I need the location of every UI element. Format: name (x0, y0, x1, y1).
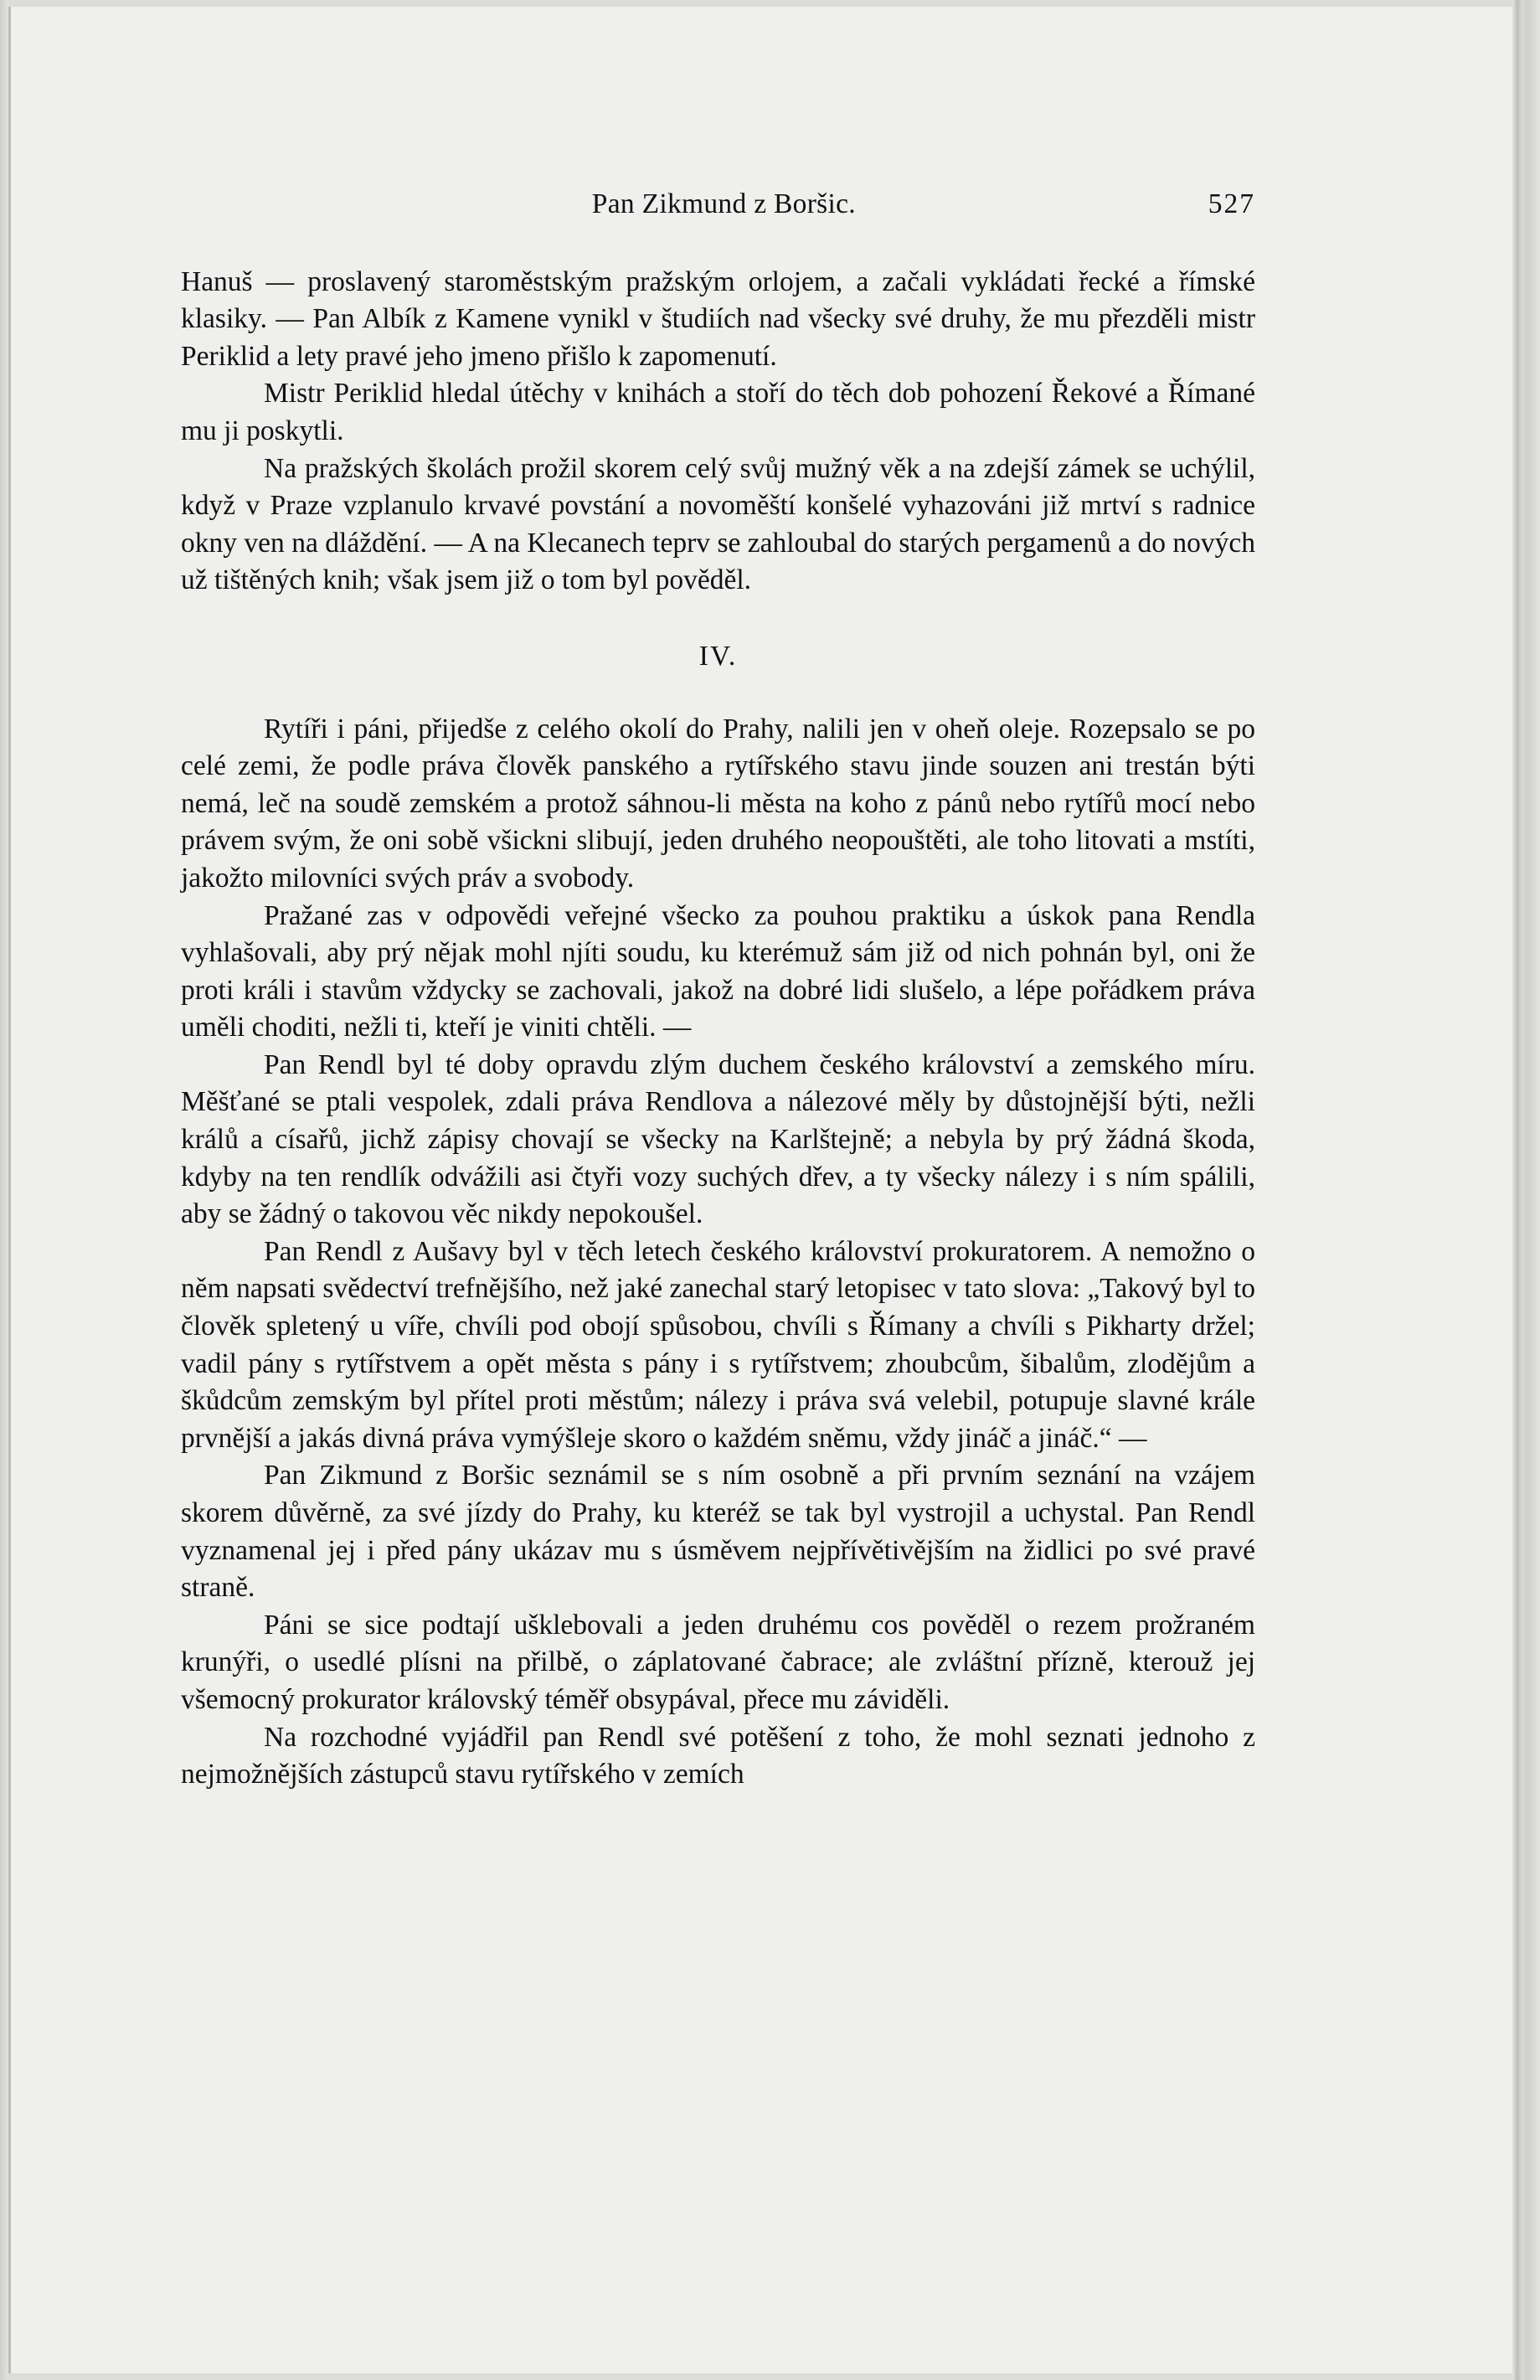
paragraph: Na rozchodné vyjádřil pan Rendl své potěšení z toho, že mohl seznati jednoho z nejmožnějších zástupců stavu rytířského v zemích (181, 1721, 1255, 1790)
book-spine (0, 0, 8, 2380)
paragraph: Na pražských školách prožil skorem celý svůj mužný věk a na zdejší zámek se uchýlil, když v Praze vzplanulo krvavé povstání a novoměští konšelé vyhazováni již mrtví s radnice okny ven na dláždění. — A na Klecanech teprv se zahloubal do starých pergamenů a do nových už tištěných knih; však jsem již o tom byl pověděl. (181, 452, 1255, 596)
paragraph: Pan Rendl byl té doby opravdu zlým duchem českého království a zemského míru. Měšťané se ptali vespolek, zdali práva Rendlova a nálezové měly by důstojnější býti, nežli králů a císařů, jichž zápisy chovají se všecky na Karlštejně; a nebyla by prý žádná škoda, kdyby na ten rendlík odvážili asi čtyři vozy suchých dřev, a ty všecky nálezy i s ním spálili, aby se žádný o takovou věc nikdy nepokoušel. (181, 1048, 1255, 1230)
running-header (181, 186, 1255, 224)
paragraph: Pan Zikmund z Boršic seznámil se s ním osobně a při prvním seznání na vzájem skorem důvěrně, za své jízdy do Prahy, ku kteréž se tak byl vystrojil a uchystal. Pan Rendl vyznamenal jej i před pány ukázav mu s úsměvem nejpřívětivějším na židlici po své pravé straně. (181, 1460, 1255, 1604)
paragraph: Pan Rendl z Aušavy byl v těch letech českého království prokuratorem. A nemožno o něm napsati svědectví trefnějšího, než jaké zanechal starý letopisec v tato slova: „Takový byl to člověk spletený u víře, chvíli pod obojí spůsobou, chvíli s Římany a chvíli s Pikharty držel; vadil pány s rytířstvem a opět města s pány i s rytířstvem; zhoubcům, šibalům, zlodějům a škůdcům zemským byl přítel proti městům; nálezy i práva svá velebil, potupuje slavné krále prvnější a jakás divná práva vymýšleje skoro o každém sněmu, vždy jináč a jináč.“ — (181, 1235, 1255, 1454)
page-number: 527 (1208, 188, 1255, 219)
paragraph: Páni se sice podtají ušklebovali a jeden druhému cos pověděl o rezem prožraném krunýři, o usedlé plísni na přilbě, o záplatované čabrace; ale zvláštní přízně, kterouž jej všemocný prokurator královský téměř obsypával, přece mu záviděli. (181, 1609, 1255, 1715)
paragraph: Mistr Periklid hledal útěchy v knihách a stoří do těch dob pohození Řekové a Římané mu ji poskytli. (181, 378, 1255, 446)
paragraph: Pražané zas v odpovědi veřejné všecko za pouhou praktiku a úskok pana Rendla vyhlašovali, aby prý nějak mohl njíti soudu, ku kterémuž sám již od nich pohnán byl, oni že proti králi i stavům vždycky se zachovali, jakož na dobré lidi slušelo, a lépe pořádkem práva uměli choditi, nežli ti, kteří je viniti chtěli. — (181, 899, 1255, 1043)
paragraph: Rytíři i páni, přijedše z celého okolí do Prahy, nalili jen v oheň oleje. Rozepsalo se po celé zemi, že podle práva člověk panského a rytířského stavu jinde souzen ani trestán býti nemá, leč na soudě zemském a protož sáhnou-li města na koho z pánů nebo rytířů mocí nebo právem svým, že oni sobě všickni slibují, jeden druhého neopouštěti, ale toho litovati a mstíti, jakožto milovníci svých práv a svobody. (181, 713, 1255, 894)
page-text (181, 186, 1255, 1794)
running-title: Pan Zikmund z Boršic. (591, 188, 856, 219)
paragraph: Hanuš — proslavený staroměstským pražským orlojem, a začali vykládati řecké a římské klasiky. — Pan Albík z Kamene vynikl v študiích nad všecky své druhy, že mu přezděli mistr Periklid a lety pravé jeho jmeno přišlo k zapomenutí. (181, 265, 1255, 372)
page-edge (1512, 0, 1540, 2380)
section-heading: IV. (698, 640, 738, 672)
